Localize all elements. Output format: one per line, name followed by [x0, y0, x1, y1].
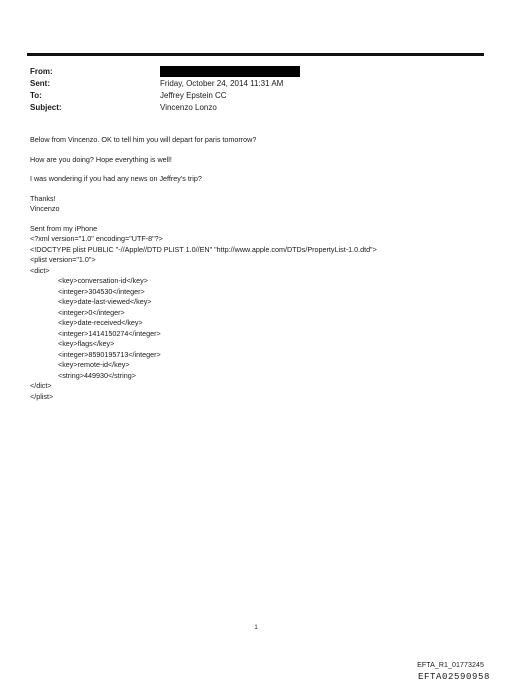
from-label: From: — [30, 67, 53, 76]
bates-number-small: EFTA_R1_01773245 — [417, 662, 484, 669]
to-label: To: — [30, 91, 42, 100]
xml-line: <dict> — [30, 265, 50, 275]
to-row — [30, 90, 470, 102]
xml-line: <integer>0</integer> — [58, 307, 125, 317]
body-line: Sent from my iPhone — [30, 223, 98, 233]
body-line: How are you doing? Hope everything is well! — [30, 154, 172, 164]
sent-value: Friday, October 24, 2014 11:31 AM — [160, 79, 284, 88]
xml-line: <integer>304530</integer> — [58, 286, 145, 296]
email-body — [30, 135, 480, 402]
xml-line: <integer>1414150274</integer> — [58, 328, 161, 338]
xml-line: <key>flags</key> — [58, 339, 115, 348]
redaction-block — [160, 66, 300, 77]
body-line: I was wondering if you had any news on Jeffrey's trip? — [30, 174, 202, 183]
subject-row — [30, 102, 470, 114]
xml-line: </dict> — [30, 381, 52, 390]
body-line: Thanks! — [30, 193, 56, 203]
subject-label: Subject: — [30, 103, 62, 112]
xml-line: <key>remote-id</key> — [58, 360, 130, 369]
body-line: Below from Vincenzo. OK to tell him you will depart for paris tomorrow? — [30, 135, 257, 144]
page-number: 1 — [254, 625, 258, 631]
from-row — [30, 66, 470, 78]
xml-block — [30, 234, 480, 402]
xml-line: <!DOCTYPE plist PUBLIC "-//Apple//DTD PLIST 1.0//EN" "http://www.apple.com/DTDs/PropertyList-1.0.dtd"> — [30, 244, 377, 254]
xml-line: <integer>8590195713</integer> — [58, 349, 161, 359]
subject-value: Vincenzo Lonzo — [160, 103, 217, 112]
top-rule — [27, 53, 484, 56]
email-header — [30, 66, 470, 114]
xml-line: </plist> — [30, 391, 54, 401]
xml-line: <key>date-last-viewed</key> — [58, 297, 152, 306]
xml-line: <string>449930</string> — [58, 370, 136, 380]
sent-row — [30, 78, 470, 90]
xml-line: <key>conversation-id</key> — [58, 276, 148, 285]
to-value: Jeffrey Epstein CC — [160, 91, 227, 100]
body-line: Vincenzo — [30, 204, 60, 213]
xml-line: <?xml version="1.0" encoding="UTF-8"?> — [30, 234, 163, 243]
sent-label: Sent: — [30, 79, 50, 88]
xml-line: <plist version="1.0"> — [30, 255, 96, 264]
xml-line: <key>date-received</key> — [58, 318, 143, 327]
bates-number-large: EFTA02590958 — [417, 672, 490, 682]
